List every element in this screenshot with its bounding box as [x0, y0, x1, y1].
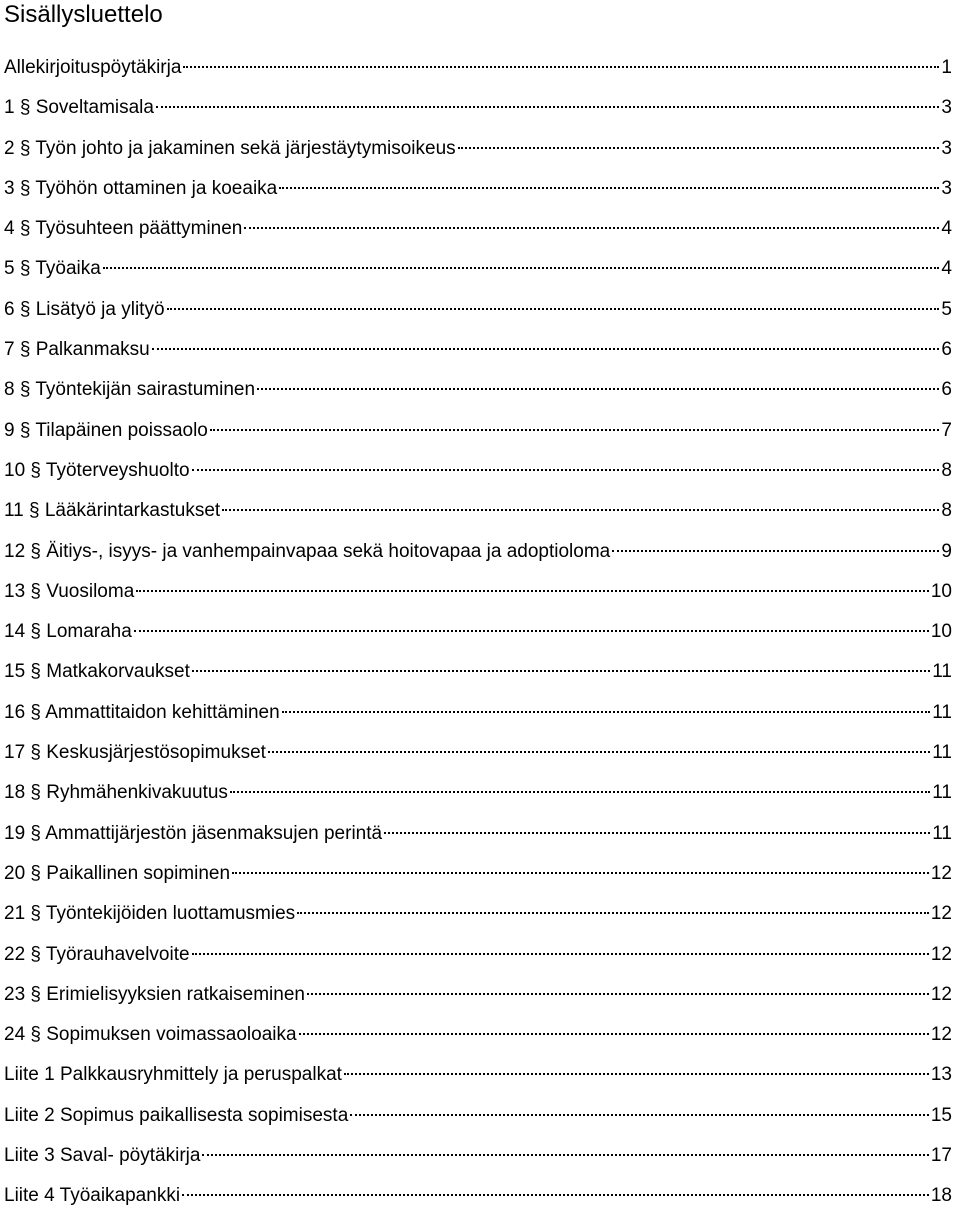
toc-entry-label: Liite 4 Työaikapankki — [4, 1185, 181, 1207]
toc-entry-label: 15 § Matkakorvaukset — [4, 661, 190, 683]
toc-entry-page-number: 12 — [930, 903, 952, 925]
toc-dot-leader — [458, 130, 940, 154]
toc-entry[interactable] — [4, 1013, 952, 1053]
toc-entry-label: 5 § Työaika — [4, 258, 101, 280]
toc-entry-page-number: 12 — [930, 1024, 952, 1046]
toc-entry[interactable] — [4, 328, 952, 368]
toc-entry[interactable] — [4, 86, 952, 126]
toc-entry-label: 3 § Työhön ottaminen ja koeaika — [4, 177, 278, 199]
toc-entry-page-number: 11 — [932, 782, 952, 804]
toc-entry[interactable] — [4, 127, 952, 167]
toc-dot-leader — [210, 412, 940, 436]
toc-entry[interactable] — [4, 610, 952, 650]
toc-entry-label: 21 § Työntekijöiden luottamusmies — [4, 903, 296, 925]
toc-entry-label: 7 § Palkanmaksu — [4, 339, 150, 361]
toc-entry-label: 22 § Työrauhavelvoite — [4, 943, 190, 965]
toc-entry[interactable] — [4, 973, 952, 1013]
toc-entry-page-number: 3 — [941, 137, 952, 159]
toc-dot-leader — [136, 573, 929, 597]
toc-entry-label: 24 § Sopimuksen voimassaoloaika — [4, 1024, 297, 1046]
toc-entry-label: Liite 3 Saval- pöytäkirja — [4, 1145, 201, 1167]
toc-entry-label: 12 § Äitiys-, isyys- ja vanhempainvapaa sekä hoitovapaa ja adoptioloma — [4, 540, 611, 562]
toc-entry-page-number: 1 — [941, 57, 952, 78]
toc-dot-leader — [134, 613, 929, 637]
toc-entry-label: 2 § Työn johto ja jakaminen sekä järjestäytymisoikeus — [4, 137, 456, 159]
toc-entry-label: 10 § Työterveyshuolto — [4, 459, 190, 481]
toc-entry-label: Liite 2 Sopimus paikallisesta sopimisesta — [4, 1104, 349, 1126]
toc-entry-page-number: 8 — [941, 459, 952, 481]
toc-dot-leader — [299, 1016, 929, 1040]
toc-entry[interactable] — [4, 247, 952, 287]
toc-entry-label: 4 § Työsuhteen päättyminen — [4, 218, 243, 240]
toc-dot-leader — [612, 533, 939, 557]
toc-entry[interactable] — [4, 1134, 952, 1174]
toc-entry[interactable] — [4, 650, 952, 690]
toc-entry-label: 11 § Lääkärintarkastukset — [4, 500, 221, 522]
toc-entry-label: 16 § Ammattitaidon kehittäminen — [4, 701, 280, 723]
toc-entry-page-number: 11 — [932, 742, 952, 764]
toc-entry-label: 23 § Erimielisyyksien ratkaiseminen — [4, 983, 305, 1005]
toc-entry[interactable] — [4, 570, 952, 610]
toc-entry-page-number: 11 — [932, 701, 952, 723]
toc-entry[interactable] — [4, 731, 952, 771]
toc-entry-label: 6 § Lisätyö ja ylityö — [4, 298, 165, 320]
toc-entry-page-number: 13 — [930, 1064, 952, 1086]
toc-entry-page-number: 12 — [930, 983, 952, 1005]
toc-dot-leader — [268, 734, 930, 758]
toc-entry[interactable] — [4, 933, 952, 973]
toc-entry[interactable] — [4, 812, 952, 852]
toc-entry[interactable] — [4, 288, 952, 328]
toc-entry[interactable] — [4, 852, 952, 892]
toc-entry-page-number: 10 — [930, 580, 952, 602]
toc-entry[interactable] — [4, 771, 952, 811]
toc-dot-leader — [230, 774, 930, 798]
toc-dot-leader — [192, 452, 940, 476]
toc-entry[interactable] — [4, 167, 952, 207]
toc-entry-page-number: 17 — [930, 1145, 952, 1167]
toc-entry-page-number: 3 — [941, 177, 952, 199]
toc-dot-leader — [244, 210, 939, 234]
toc-title: Sisällysluettelo — [4, 1, 163, 28]
toc-entry[interactable] — [4, 46, 952, 86]
toc-entry-page-number: 11 — [932, 661, 952, 683]
toc-entry-page-number: 7 — [941, 419, 952, 441]
toc-dot-leader — [192, 653, 930, 677]
toc-entry-page-number: 6 — [941, 379, 952, 401]
toc-entry-page-number: 4 — [941, 218, 952, 240]
toc-entry-page-number: 10 — [930, 621, 952, 643]
toc-dot-leader — [344, 1056, 929, 1080]
toc-entry-label: 17 § Keskusjärjestösopimukset — [4, 742, 266, 764]
toc-entry[interactable] — [4, 1174, 952, 1214]
toc-entry[interactable] — [4, 368, 952, 408]
toc-entry-page-number: 15 — [930, 1104, 952, 1126]
toc-dot-leader — [167, 291, 940, 315]
toc-entry-page-number: 4 — [941, 258, 952, 280]
toc-entry-label: 20 § Paikallinen sopiminen — [4, 862, 231, 884]
toc-entry-label: 8 § Työntekijän sairastuminen — [4, 379, 256, 401]
toc-entry[interactable] — [4, 530, 952, 570]
toc-entry-page-number: 6 — [941, 339, 952, 361]
toc-dot-leader — [297, 895, 929, 919]
toc-entry[interactable] — [4, 489, 952, 529]
toc-entry[interactable] — [4, 409, 952, 449]
toc-dot-leader — [152, 331, 940, 355]
toc-entry[interactable] — [4, 207, 952, 247]
toc-entry-label: 1 § Soveltamisala — [4, 97, 154, 119]
toc-entry-label: 14 § Lomaraha — [4, 621, 132, 643]
toc-dot-leader — [202, 1137, 928, 1161]
toc-dot-leader — [182, 1177, 929, 1201]
toc-dot-leader — [384, 815, 930, 839]
toc-entry-page-number: 3 — [941, 97, 952, 119]
toc-entry[interactable] — [4, 1094, 952, 1134]
toc-dot-leader — [257, 371, 939, 395]
toc-dot-leader — [282, 694, 931, 718]
toc-entry-page-number: 18 — [930, 1185, 952, 1207]
toc-entry-label: 9 § Tilapäinen poissaolo — [4, 419, 208, 441]
toc-entry[interactable] — [4, 892, 952, 932]
toc-list — [4, 46, 952, 1215]
toc-entry-label: 13 § Vuosiloma — [4, 580, 135, 602]
toc-entry-page-number: 5 — [941, 298, 952, 320]
toc-entry[interactable] — [4, 449, 952, 489]
toc-entry[interactable] — [4, 691, 952, 731]
toc-dot-leader — [183, 49, 939, 73]
toc-entry-page-number: 12 — [930, 862, 952, 884]
toc-entry-label: Liite 1 Palkkausryhmittely ja peruspalkat — [4, 1064, 342, 1086]
toc-dot-leader — [156, 89, 939, 113]
toc-dot-leader — [307, 976, 929, 1000]
toc-entry-page-number: 8 — [941, 500, 952, 522]
toc-entry-label: 18 § Ryhmähenkivakuutus — [4, 782, 228, 804]
toc-dot-leader — [350, 1097, 929, 1121]
toc-entry-page-number: 12 — [930, 943, 952, 965]
toc-entry-label: Allekirjoituspöytäkirja — [4, 57, 182, 78]
toc-entry[interactable] — [4, 1053, 952, 1093]
toc-entry-label: 19 § Ammattijärjestön jäsenmaksujen perintä — [4, 822, 383, 844]
toc-dot-leader — [222, 492, 939, 516]
toc-dot-leader — [192, 936, 929, 960]
toc-dot-leader — [279, 170, 939, 194]
toc-entry-page-number: 9 — [941, 540, 952, 562]
toc-dot-leader — [232, 855, 929, 879]
toc-entry-page-number: 11 — [932, 822, 952, 844]
toc-dot-leader — [103, 250, 940, 274]
